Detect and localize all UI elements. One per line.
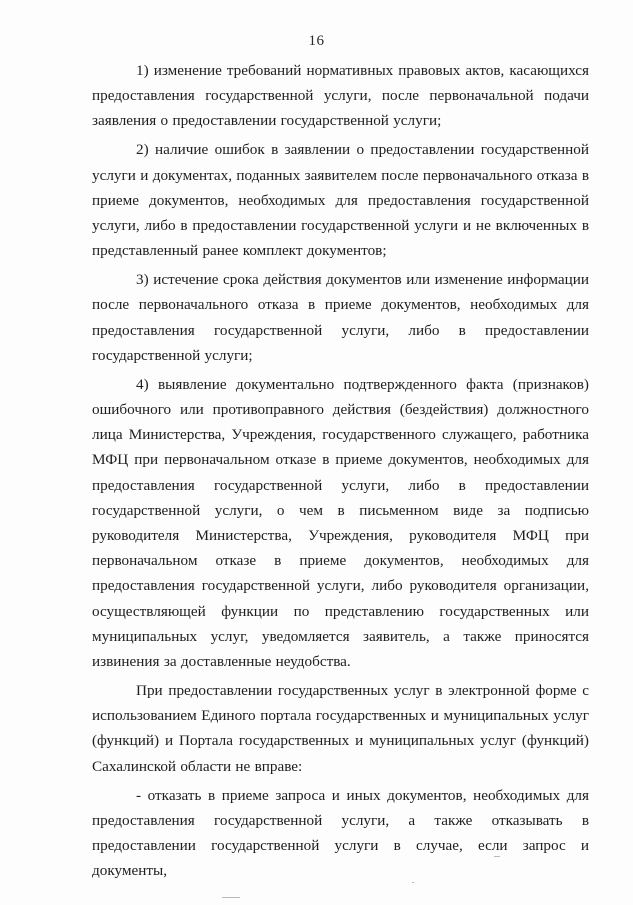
scan-artifact-dot <box>412 882 414 883</box>
document-body <box>92 58 589 883</box>
scan-artifact-dash <box>494 856 500 857</box>
paragraph-item-3: 3) истечение срока действия документов или изменение информации после первоначального отказа в приеме документов, необходимых для предоставления государственной услуги, либо в предоставлении государственной услуги; <box>92 271 589 364</box>
paragraph-item-4: 4) выявление документально подтвержденного факта (признаков) ошибочного или противоправного действия (бездействия) должностного лица Министерства, Учреждения, государственного служащего, работника МФЦ при первоначальном отказе в приеме документов, необходимых для предоставления государственной услуги, либо в предоставлении государственной услуги, о чем в письменном виде за подписью руководителя Министерства, Учреждения, руководителя МФЦ при первоначальном отказе в приеме документов, необходимых для предоставления государственной услуги, либо руководителя организации, осуществляющей функции по представлению государственных или муниципальных услуг, уведомляется заявитель, а также приносятся извинения за доставленные неудобства. <box>92 375 589 671</box>
paragraph-item-2: 2) наличие ошибок в заявлении о предоставлении государственной услуги и документах, поданных заявителем после первоначального отказа в приеме документов, необходимых для предоставления государственной услуги, либо в предоставлении государственной услуги и не включенных в представленный ранее комплект документов; <box>92 141 589 260</box>
paragraph-electronic-services: При предоставлении государственных услуг в электронной форме с использованием Единого портала государственных и муниципальных услуг (функций) и Портала государственных и муниципальных услуг (функций) Сахалинской области не вправе: <box>92 682 589 775</box>
scan-artifact-line <box>222 897 240 898</box>
paragraph-item-1: 1) изменение требований нормативных правовых актов, касающихся предоставления государственной услуги, после первоначальной подачи заявления о предоставлении государственной услуги; <box>92 62 589 130</box>
paragraph-refusal-clause: - отказать в приеме запроса и иных документов, необходимых для предоставления государственной услуги, а также отказывать в предоставлении государственной услуги в случае, если запрос и документы, <box>92 786 589 880</box>
page-number: 16 <box>308 33 325 49</box>
